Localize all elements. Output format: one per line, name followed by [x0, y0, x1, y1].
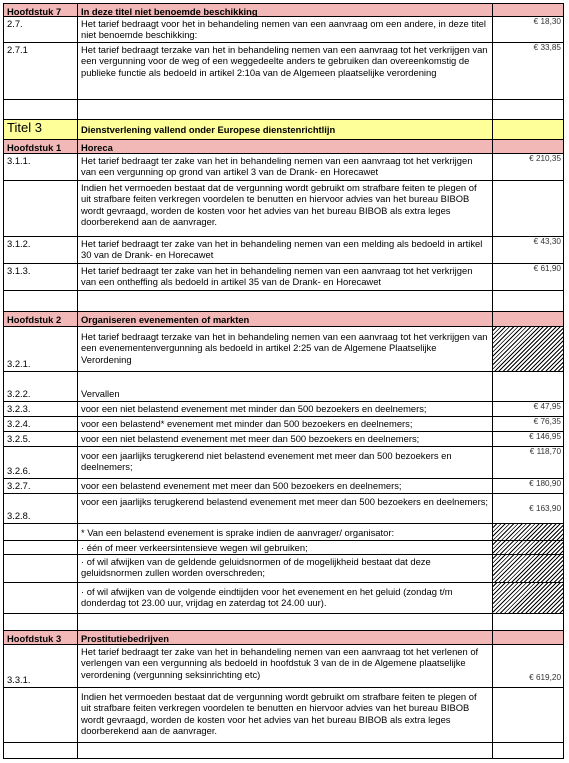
title-heading: Dienstverlening vallend onder Europese dienstenrichtlijn: [81, 124, 336, 135]
item-code: 3.2.5.: [7, 433, 31, 444]
item-code: 2.7.1: [7, 44, 28, 55]
item-amount: € 18,30: [533, 17, 561, 26]
item-code: 3.2.4.: [7, 418, 31, 429]
item-code: 3.1.2.: [7, 238, 31, 249]
table-row: [3, 3, 564, 17]
table-row: [3, 479, 564, 494]
table-row: [3, 524, 564, 541]
chapter-code: Hoofdstuk 3: [7, 633, 62, 644]
item-text: Het tarief bedraagt voor het in behandeling nemen van een aanvraag om een andere, in deze titel niet benoemde beschikking:: [81, 18, 486, 41]
chapter-title: Prostitutiebedrijven: [81, 633, 170, 644]
item-code: 3.2.3.: [7, 403, 31, 414]
bullet-text: · of wil afwijken van de geldende geluidsnormen of de mogelijkheid bestaat dat deze geluidsnormen zullen worden overschreden;: [81, 556, 431, 579]
table-row: [3, 583, 564, 614]
table-row: [3, 417, 564, 432]
item-amount: € 61,90: [533, 264, 561, 273]
hatched-cell: [493, 555, 564, 583]
item-code: 3.2.7.: [7, 480, 31, 491]
chapter-code: Hoofdstuk 2: [7, 314, 62, 325]
table-row: [3, 237, 564, 264]
table-row: [3, 264, 564, 291]
item-text: voor een jaarlijks terugkerend niet belastend evenement met meer dan 500 bezoekers en deelnemers;: [81, 450, 452, 473]
chapter-title: Horeca: [81, 142, 113, 153]
item-text: Vervallen: [81, 387, 120, 399]
hatched-cell: [493, 583, 564, 614]
item-code: 3.1.3.: [7, 265, 31, 276]
table-row: [3, 402, 564, 417]
bullet-text: · één of meer verkeersintensieve wegen wil gebruiken;: [81, 542, 308, 553]
table-row: [3, 688, 564, 743]
item-amount: € 118,70: [529, 447, 561, 456]
table-row: [3, 43, 564, 100]
item-amount: € 180,90: [529, 479, 561, 488]
item-text: Indien het vermoeden bestaat dat de vergunning wordt gebruikt om strafbare feiten te plegen of uit strafbare feiten verkregen voordelen te benutten en hiervoor advies van het bureau BIBOB wordt gevraagd, worden de kosten voor het advies van het bureau BIBOB als extra leges doorberekend aan de aanvrager.: [81, 182, 477, 228]
item-amount: € 43,30: [533, 237, 561, 246]
title-code: Titel 3: [7, 120, 42, 135]
table-row: [3, 120, 564, 140]
table-row-blank: [3, 614, 564, 631]
item-code: 3.2.1.: [7, 357, 31, 369]
table-row: [3, 17, 564, 43]
item-amount: € 47,95: [533, 402, 561, 411]
item-amount: € 619,20: [529, 673, 561, 682]
item-text: Het tarief bedraagt ter zake van het in behandeling nemen van een aanvraag tot het verkrijgen van een ontheffing als bedoeld in artikel 35 van de Drank- en Horecawet: [81, 265, 473, 288]
item-text: voor een belastend* evenement met minder dan 500 bezoekers en deelnemers;: [81, 418, 413, 429]
item-text: Het tarief bedraagt ter zake van het in behandeling nemen van een melding als bedoeld in artikel 30 van de Drank- en Horecawet: [81, 238, 483, 261]
item-text: Het tarief bedraagt ter zake van het in behandeling nemen van een aanvraag tot het verlenen of verlengen van een vergunning als bedoeld in hoofdstuk 3 van de in de Algemene plaatselijke verordening (vergunning seksinrichting etc): [81, 646, 479, 680]
bullet-text: · of wil afwijken van de volgende eindtijden voor het evenement en het geluid (zondag t/m donderdag tot 23.00 uur, vrijdag en zaterdag tot 24.00 uur).: [81, 586, 453, 609]
chapter-title: Organiseren evenementen of markten: [81, 314, 250, 325]
item-amount: € 76,35: [533, 417, 561, 426]
item-text: voor een niet belastend evenement met meer dan 500 bezoekers en deelnemers;: [81, 433, 420, 444]
item-amount: € 33,85: [533, 43, 561, 52]
item-code: 3.1.1.: [7, 155, 31, 166]
item-code: 3.2.8.: [7, 509, 31, 521]
table-row-blank: [3, 291, 564, 312]
table-row: [3, 555, 564, 583]
table-row: [3, 645, 564, 688]
item-code: 3.2.2.: [7, 387, 31, 399]
table-row: [3, 541, 564, 555]
table-row: [3, 327, 564, 372]
table-row: [3, 432, 564, 447]
item-amount: € 146,95: [529, 432, 561, 441]
chapter-code: Hoofdstuk 7: [7, 6, 62, 17]
table-row: [3, 494, 564, 524]
item-code: 3.3.1.: [7, 673, 31, 685]
chapter-code: Hoofdstuk 1: [7, 142, 62, 153]
table-row: [3, 181, 564, 237]
table-row: [3, 312, 564, 327]
hatched-cell: [493, 524, 564, 541]
table-row: [3, 631, 564, 645]
table-row: [3, 447, 564, 479]
hatched-cell: [493, 327, 564, 372]
footnote-text: * Van een belastend evenement is sprake indien de aanvrager/ organisator:: [81, 527, 395, 538]
item-code: 2.7.: [7, 18, 23, 29]
table-row-blank: [3, 743, 564, 759]
hatched-cell: [493, 541, 564, 555]
item-text: voor een belastend evenement met meer dan 500 bezoekers en deelnemers;: [81, 480, 402, 491]
item-text: voor een niet belastend evenement met minder dan 500 bezoekers en deelnemers;: [81, 403, 427, 414]
table-row: [3, 140, 564, 154]
item-amount: € 163,90: [529, 503, 561, 513]
table-row-blank: [3, 100, 564, 120]
item-text: Indien het vermoeden bestaat dat de vergunning wordt gebruikt om strafbare feiten te plegen of uit strafbare feiten verkregen voordelen te benutten en hiervoor advies van het bureau BIBOB wordt gevraagd, worden de kosten voor het advies van het bureau BIBOB als extra leges doorberekend aan de aanvrager.: [81, 691, 477, 737]
item-text: Het tarief bedraagt ter zake van het in behandeling nemen van een aanvraag tot het verkrijgen van een vergunning op grond van artikel 3 van de Drank- en Horecawet: [81, 155, 473, 178]
item-text: Het tarief bedraagt terzake van het in behandeling nemen van een aanvraag tot het verkrijgen van een vergunning voor de weg of een weggedeelte anders te gebruiken dan overeenkomstig de publieke functie als bedoeld in artikel 2:10a van de Algemeen plaatselijke verordening: [81, 44, 488, 78]
item-amount: € 210,35: [529, 154, 561, 163]
item-code: 3.2.6.: [7, 464, 31, 476]
item-text: voor een jaarlijks terugkerend belastend evenement met meer dan 500 bezoekers en deelnemers;: [81, 496, 489, 507]
table-row: [3, 372, 564, 402]
chapter-title: In deze titel niet benoemde beschikking: [81, 6, 258, 17]
item-text: Het tarief bedraagt terzake van het in behandeling nemen van een aanvraag tot het verkrijgen van een evenementenvergunning als bedoeld in artikel 2:25 van de Algemene Plaatselijke Verordening: [81, 331, 488, 365]
table-row: [3, 154, 564, 181]
